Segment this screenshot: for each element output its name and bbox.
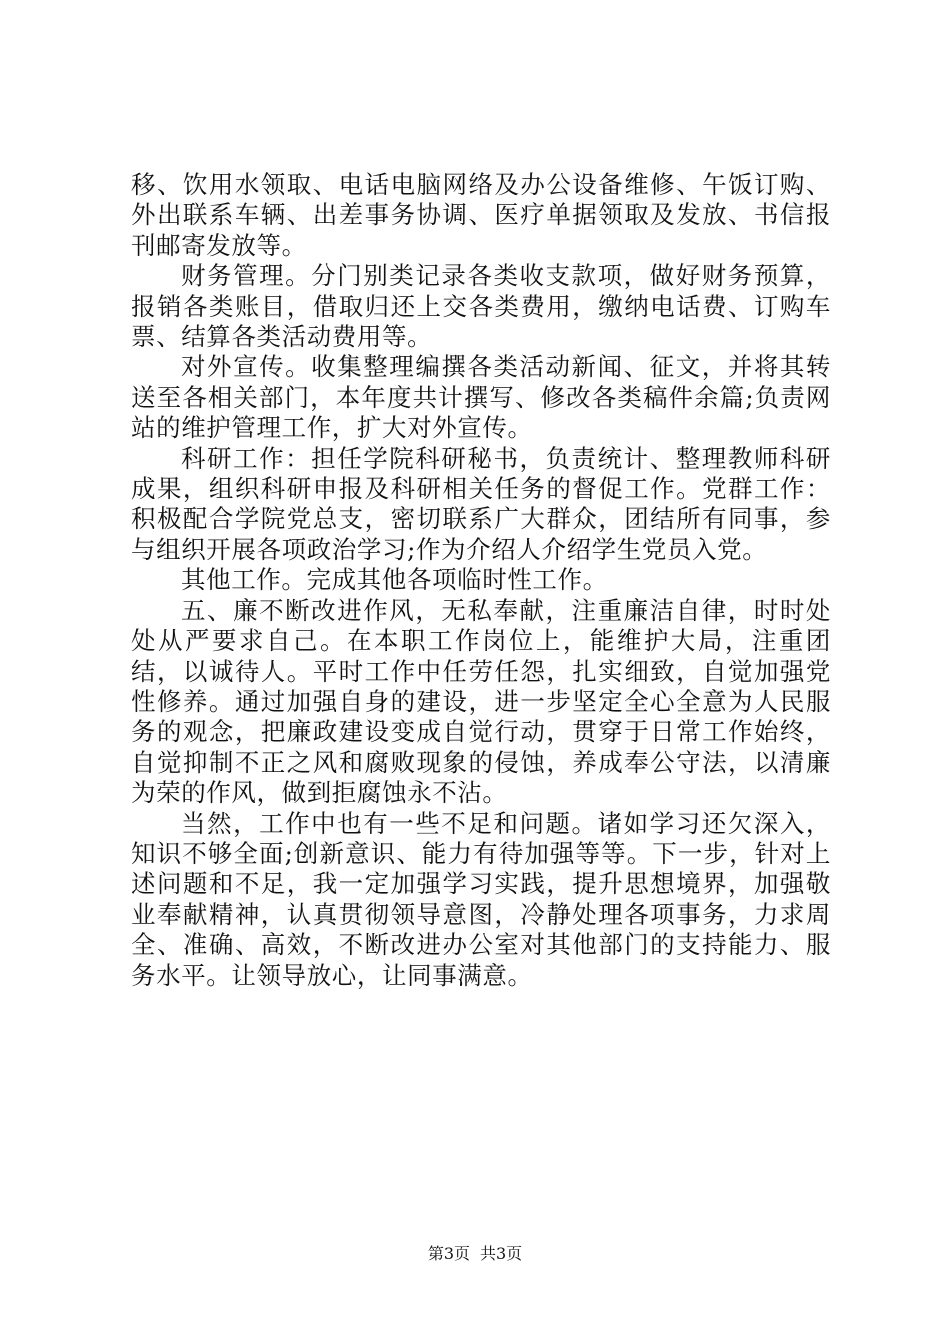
paragraph-integrity-section: 五、廉不断改进作风，无私奉献，注重廉洁自律，时时处处从严要求自己。在本职工作岗位上，能维护大局，注重团结，以诚待人。平时工作中任劳任怨，扎实细致，自觉加强党性修养。通过加强自身的建设，进一步坚定全心全意为人民服务的观念，把廉政建设变成自觉行动，贯穿于日常工作始终，自觉抑制不正之风和腐败现象的侵蚀，养成奉公守法，以清廉为荣的作风，做到拒腐蚀永不沾。 — [131, 595, 831, 808]
page-total: 共3页 — [480, 1244, 523, 1263]
paragraph-research-work: 科研工作：担任学院科研秘书，负责统计、整理教师科研成果，组织科研申报及科研相关任务的督促工作。党群工作：积极配合学院党总支，密切联系广大群众，团结所有同事，参与组织开展各项政治学习;作为介绍人介绍学生党员入党。 — [131, 443, 831, 564]
page-number: 第3页 — [427, 1244, 470, 1263]
paragraph-other-work: 其他工作。完成其他各项临时性工作。 — [181, 565, 608, 595]
paragraph-admin-tasks-continued: 移、饮用水领取、电话电脑网络及办公设备维修、午饭订购、外出联系车辆、出差事务协调、医疗单据领取及发放、书信报刊邮寄发放等。 — [131, 170, 831, 260]
paragraph-shortcomings: 当然，工作中也有一些不足和问题。诸如学习还欠深入，知识不够全面;创新意识、能力有待加强等等。下一步，针对上述问题和不足，我一定加强学习实践，提升思想境界，加强敬业奉献精神，认真贯彻领导意图，冷静处理各项事务，力求周全、准确、高效，不断改进办公室对其他部门的支持能力、服务水平。让领导放心，让同事满意。 — [131, 808, 831, 990]
document-body — [131, 170, 831, 991]
page-footer — [0, 1244, 950, 1264]
paragraph-external-publicity: 对外宣传。收集整理编撰各类活动新闻、征文，并将其转送至各相关部门，本年度共计撰写、修改各类稿件余篇;负责网站的维护管理工作，扩大对外宣传。 — [131, 352, 831, 443]
paragraph-financial-management: 财务管理。分门别类记录各类收支款项，做好财务预算，报销各类账目，借取归还上交各类费用，缴纳电话费、订购车票、结算各类活动费用等。 — [131, 261, 831, 352]
